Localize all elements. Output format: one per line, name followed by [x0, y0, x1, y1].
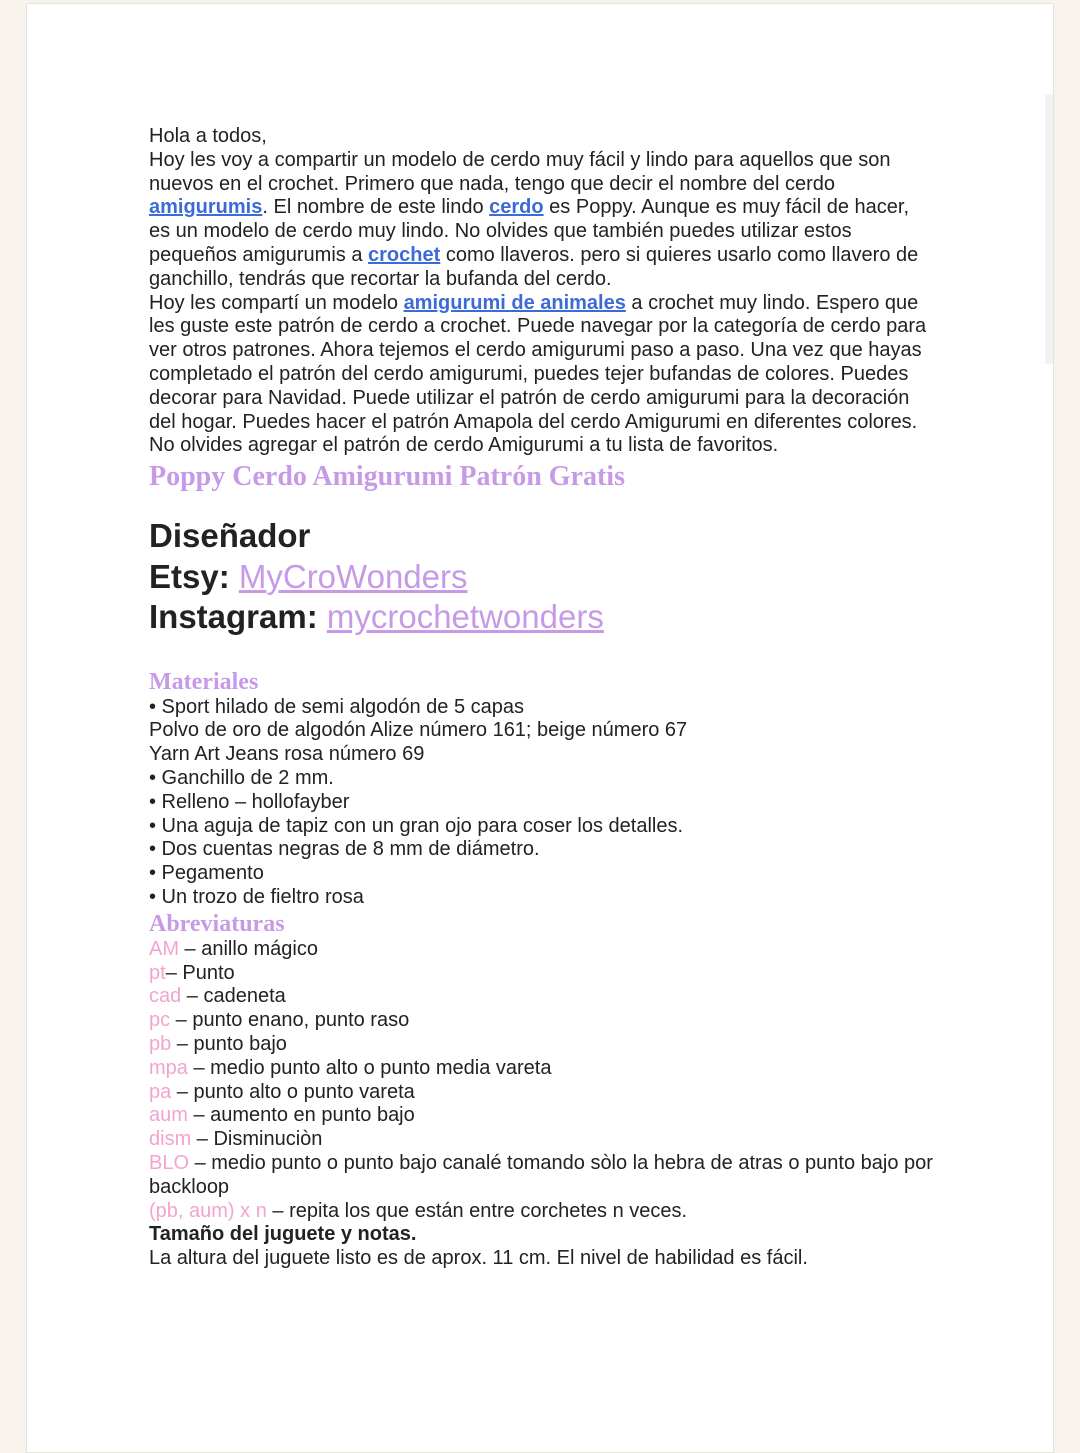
abbreviation-desc: – medio punto o punto bajo canalé tomando sòlo la hebra de atras o punto bajo por backloop	[149, 1152, 933, 1198]
abbreviation-desc: – punto alto o punto vareta	[171, 1080, 415, 1103]
abbreviation-desc: – Disminuciòn	[191, 1128, 323, 1151]
abbreviation-key: mpa	[149, 1056, 188, 1079]
abbreviation-item	[149, 1104, 934, 1128]
abbreviation-desc: – punto bajo	[171, 1033, 287, 1056]
materials-item: • Dos cuentas negras de 8 mm de diámetro.	[149, 838, 540, 861]
abbreviation-desc: – repita los que están entre corchetes n veces.	[266, 1199, 688, 1222]
abbreviation-key: dism	[149, 1128, 192, 1151]
intro-text: es Poppy. Aunque es muy fácil de hacer, es un modelo de cerdo muy lindo. No olvides que también puedes utilizar estos pequeños amigurumis a	[149, 196, 910, 266]
abbreviations-list	[149, 938, 934, 1224]
abbreviation-item	[149, 1033, 934, 1057]
abbreviation-item	[149, 962, 934, 986]
abbreviation-key: pc	[149, 1009, 171, 1032]
abbreviation-item	[149, 1009, 934, 1033]
materials-item: • Relleno – hollofayber	[149, 790, 350, 813]
etsy-link[interactable]: MyCroWonders	[238, 557, 468, 595]
abbreviation-key: pa	[149, 1080, 172, 1103]
abbreviation-key: aum	[149, 1104, 188, 1127]
intro-paragraph-2	[149, 292, 934, 459]
abbreviation-key: pb	[149, 1033, 172, 1056]
greeting: Hola a todos,	[149, 125, 267, 147]
materials-item: • Pegamento	[149, 862, 264, 885]
abbreviation-item	[149, 1081, 934, 1105]
link-cerdo[interactable]: cerdo	[489, 196, 544, 219]
designer-block	[149, 516, 934, 638]
intro-text: como llaveros. pero si quieres usarlo como llavero de ganchillo, tendrás que recortar la bufanda del cerdo.	[149, 243, 919, 290]
instagram-link[interactable]: mycrochetwonders	[326, 598, 604, 636]
article-content	[149, 125, 934, 1271]
link-crochet[interactable]: crochet	[368, 243, 441, 266]
article-page	[26, 3, 1054, 1453]
abbreviation-key: (pb, aum) x n	[149, 1199, 267, 1222]
materials-item: • Sport hilado de semi algodón de 5 capas	[149, 695, 525, 718]
materials-item: • Ganchillo de 2 mm.	[149, 767, 334, 790]
intro-text: . El nombre de este lindo	[262, 196, 490, 219]
abbreviation-item	[149, 1128, 934, 1152]
intro-paragraph-1	[149, 149, 934, 292]
abbreviation-key: cad	[149, 985, 182, 1008]
abbreviation-desc: – medio punto alto o punto media vareta	[187, 1056, 552, 1079]
notes-text: La altura del juguete listo es de aprox. 11 cm. El nivel de habilidad es fácil.	[149, 1247, 808, 1270]
abbreviation-desc: – anillo mágico	[179, 937, 318, 960]
abbreviation-desc: – cadeneta	[181, 985, 286, 1008]
abbreviation-item	[149, 938, 934, 962]
abbreviation-item	[149, 1152, 934, 1200]
instagram-label: Instagram:	[149, 598, 327, 636]
abbreviation-desc: – punto enano, punto raso	[170, 1009, 410, 1032]
scrollbar-track[interactable]	[1045, 94, 1053, 364]
etsy-line	[149, 557, 934, 598]
abbreviation-key: BLO	[149, 1152, 190, 1174]
abbreviation-desc: – aumento en punto bajo	[187, 1104, 415, 1127]
designer-heading: Diseñador	[149, 517, 311, 555]
abbreviation-key: AM	[149, 937, 179, 960]
materials-item: Polvo de oro de algodón Alize número 161; beige número 67	[149, 719, 688, 742]
link-amigurumi-animales[interactable]: amigurumi de animales	[403, 291, 626, 314]
materials-item: Yarn Art Jeans rosa número 69	[149, 743, 425, 766]
abbreviation-desc: – Punto	[165, 961, 235, 984]
abbreviation-key: pt	[149, 961, 166, 984]
notes-heading: Tamaño del juguete y notas.	[149, 1223, 417, 1246]
abbreviation-item	[149, 985, 934, 1009]
intro-text: Hoy les voy a compartir un modelo de cerdo muy fácil y lindo para aquellos que son nuevos en el crochet. Primero que nada, tengo que decir el nombre del cerdo	[149, 148, 891, 195]
etsy-label: Etsy:	[149, 557, 239, 595]
abbreviations-heading: Abreviaturas	[149, 910, 285, 937]
instagram-line	[149, 597, 934, 638]
pattern-title: Poppy Cerdo Amigurumi Patrón Gratis	[149, 461, 625, 493]
intro-text: a crochet muy lindo. Espero que les guste este patrón de cerdo a crochet. Puede navegar por la categoría de cerdo para ver otros patrones. Ahora tejemos el cerdo amigurumi paso a paso. Una vez que hayas completado el patrón del cerdo amigurumi, puedes tejer bufandas de colores. Puedes decorar para Navidad. Puede utilizar el patrón de cerdo amigurumi para la decoración del hogar. Puedes hacer el patrón Amapola del cerdo Amigurumi en diferentes colores. No olvides agregar el patrón de cerdo Amigurumi a tu lista de favoritos.	[149, 291, 927, 457]
abbreviation-item	[149, 1200, 934, 1224]
link-amigurumis[interactable]: amigurumis	[149, 196, 263, 219]
abbreviation-item	[149, 1057, 934, 1081]
materials-list	[149, 696, 934, 910]
materials-heading: Materiales	[149, 668, 259, 695]
materials-item: • Una aguja de tapiz con un gran ojo para coser los detalles.	[149, 814, 684, 837]
intro-text: Hoy les compartí un modelo	[149, 291, 404, 314]
materials-item: • Un trozo de fieltro rosa	[149, 886, 364, 909]
